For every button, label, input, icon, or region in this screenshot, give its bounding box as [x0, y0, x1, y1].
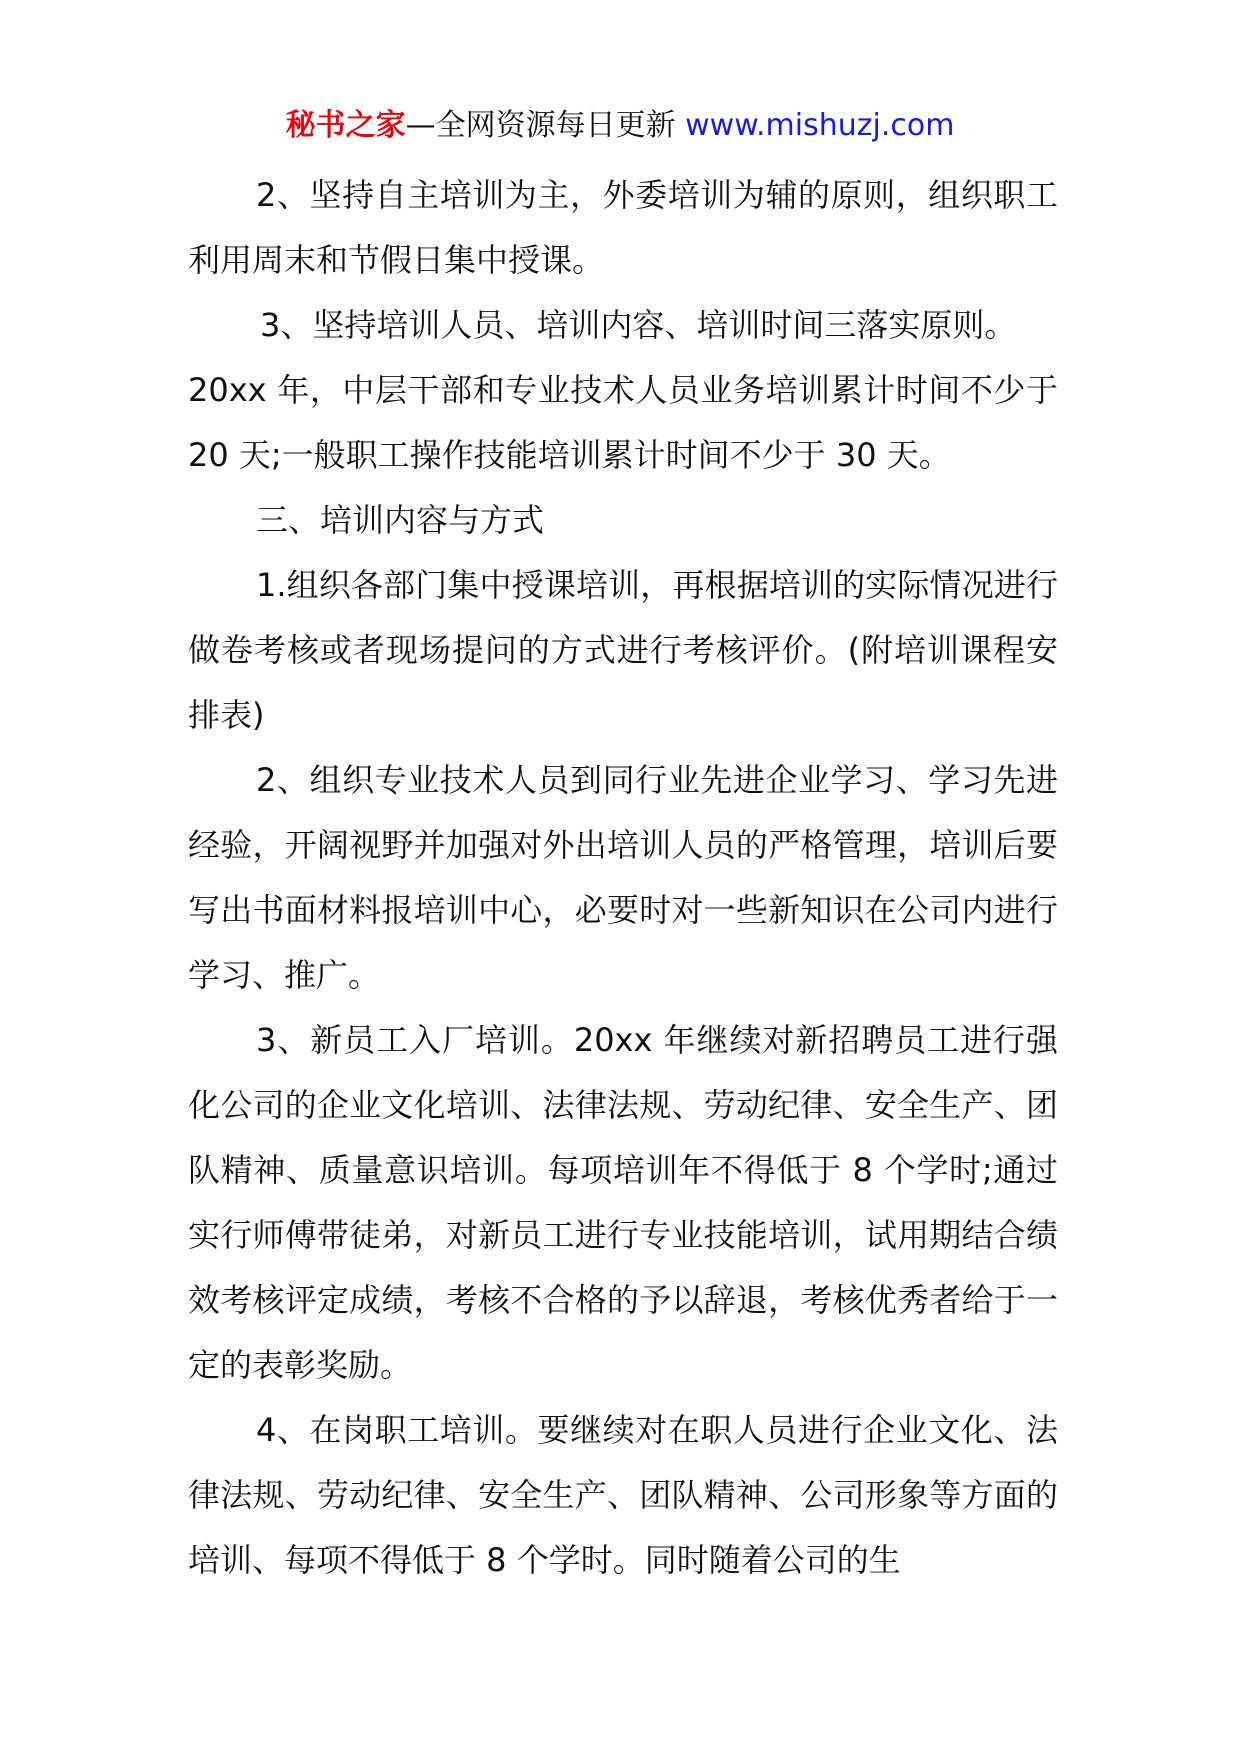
paragraph-principle-2: 2、坚持自主培训为主，外委培训为辅的原则，组织职工利用周末和节假日集中授课。: [188, 176, 1058, 279]
document-body: [188, 163, 1058, 1593]
paragraph-principle-3: 3、坚持培训人员、培训内容、培训时间三落实原则。: [260, 306, 1017, 344]
site-slogan: —全网资源每日更新: [405, 108, 676, 143]
section-heading-content-methods: 三、培训内容与方式: [256, 501, 545, 539]
paragraph-training-duration: 20xx 年，中层干部和专业技术人员业务培训累计时间不少于 20 天;一般职工操作技能培训累计时间不少于 30 天。: [188, 371, 1058, 474]
paragraph-method-3: 3、新员工入厂培训。20xx 年继续对新招聘员工进行强化公司的企业文化培训、法律法规、劳动纪律、安全生产、团队精神、质量意识培训。每项培训年不得低于 8 个学时;通过实行师傅带徒弟，对新员工进行专业技能培训，试用期结合绩效考核评定成绩，考核不合格的予以辞退，考核优秀者给于一定的表彰奖励。: [188, 1021, 1058, 1384]
paragraph-method-2: 2、组织专业技术人员到同行业先进企业学习、学习先进经验，开阔视野并加强对外出培训人员的严格管理，培训后要写出书面材料报培训中心，必要时对一些新知识在公司内进行学习、推广。: [188, 761, 1058, 994]
page-header: [0, 104, 1240, 148]
paragraph-method-1: 1.组织各部门集中授课培训，再根据培训的实际情况进行做卷考核或者现场提问的方式进行考核评价。(附培训课程安排表): [188, 566, 1058, 734]
site-url-link[interactable]: www.mishuzj.com: [685, 108, 955, 143]
paragraph-method-4: 4、在岗职工培训。要继续对在职人员进行企业文化、法律法规、劳动纪律、安全生产、团队精神、公司形象等方面的培训、每项不得低于 8 个学时。同时随着公司的生: [188, 1411, 1058, 1579]
site-brand: 秘书之家: [285, 108, 406, 143]
